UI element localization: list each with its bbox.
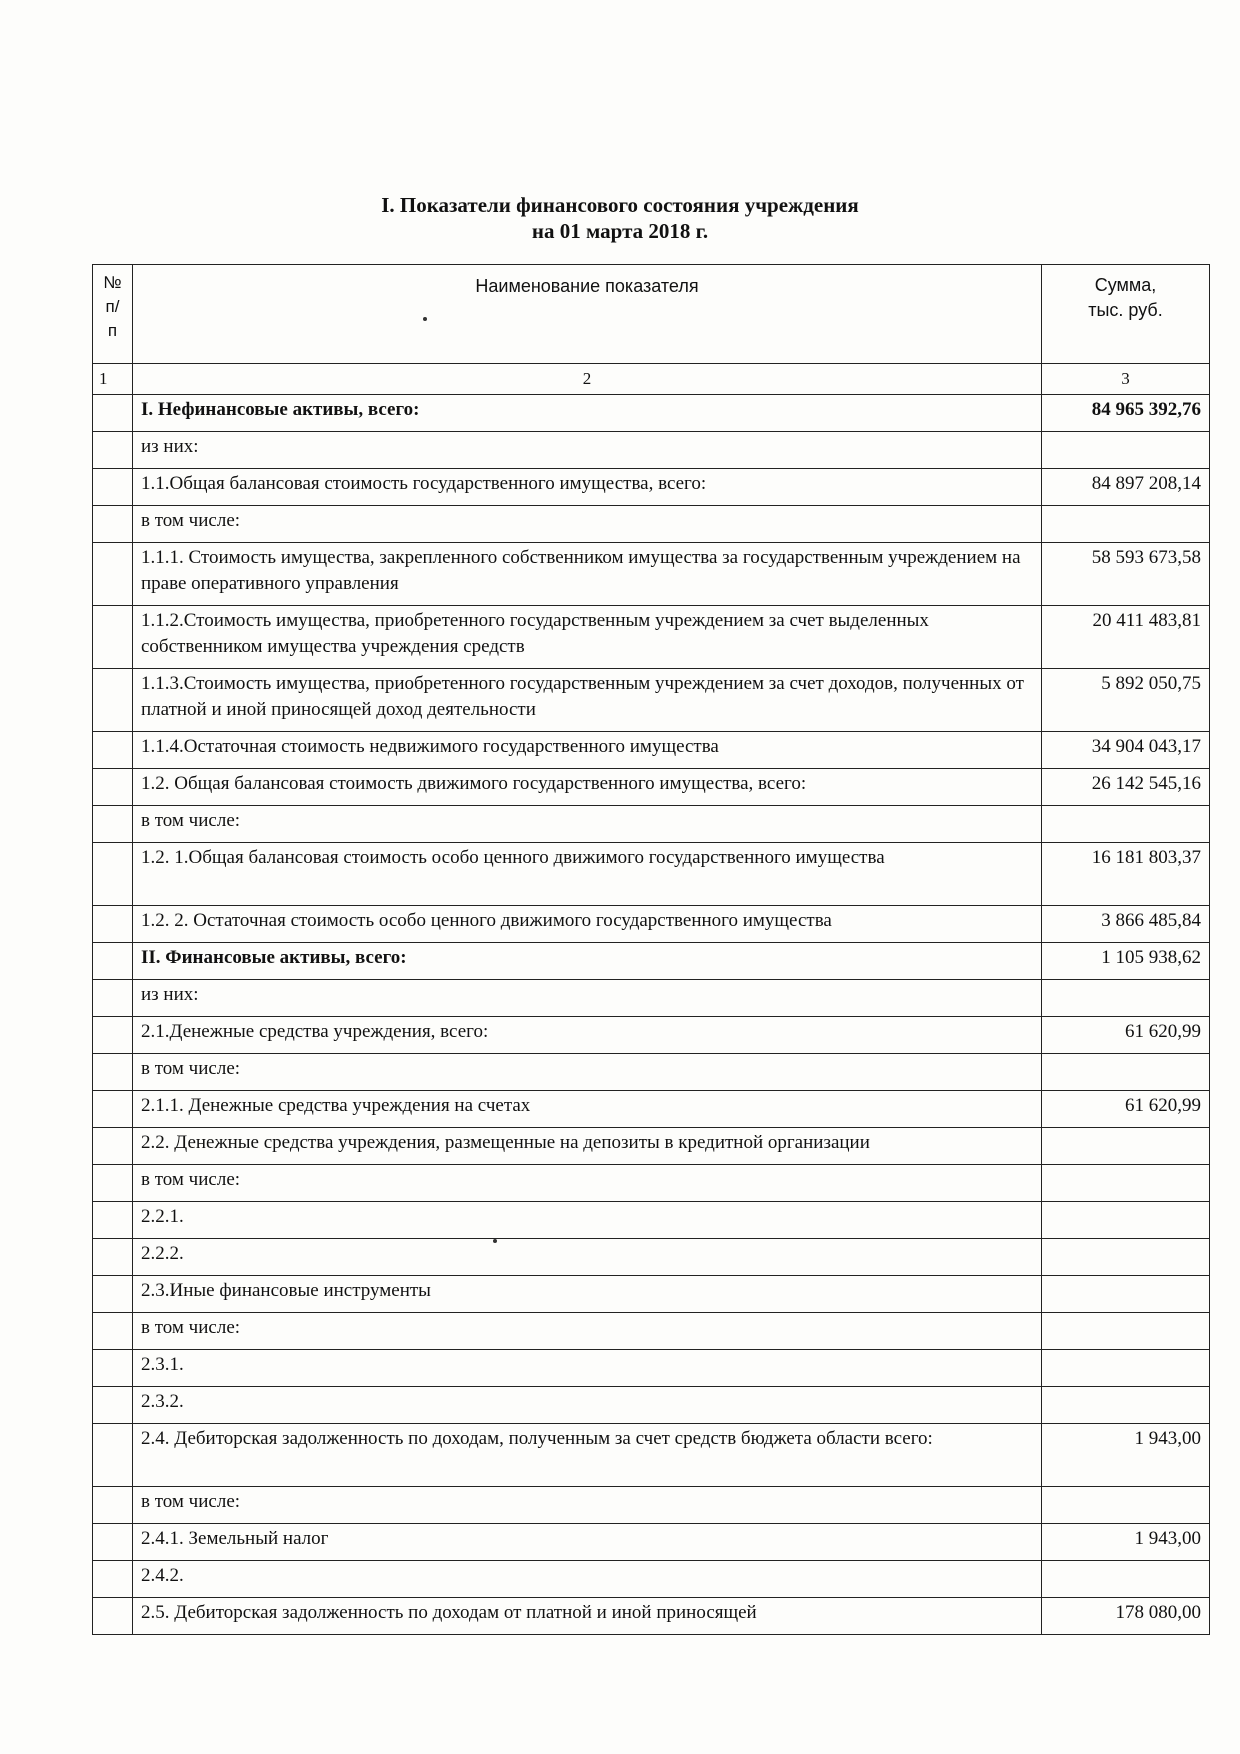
indicator-sum <box>1042 1387 1210 1424</box>
indicator-sum <box>1042 1054 1210 1091</box>
indicator-sum: 84 897 208,14 <box>1042 469 1210 506</box>
indicator-sum <box>1042 506 1210 543</box>
table-row <box>93 806 1210 843</box>
indicator-name: 2.4.1. Земельный налог <box>133 1524 1042 1561</box>
indicator-name: 2.4.2. <box>133 1561 1042 1598</box>
row-number-cell <box>93 1387 133 1424</box>
indicator-sum: 3 866 485,84 <box>1042 906 1210 943</box>
indicator-name: 2.3.2. <box>133 1387 1042 1424</box>
table-row <box>93 1017 1210 1054</box>
row-number-cell <box>93 1202 133 1239</box>
table-row <box>93 1487 1210 1524</box>
table-row <box>93 1091 1210 1128</box>
table-row <box>93 1054 1210 1091</box>
row-number-cell <box>93 1165 133 1202</box>
row-number-cell <box>93 1091 133 1128</box>
table-row <box>93 1350 1210 1387</box>
table-row <box>93 1387 1210 1424</box>
indicator-sum: 84 965 392,76 <box>1042 395 1210 432</box>
row-number-cell <box>93 606 133 669</box>
indicator-sum <box>1042 980 1210 1017</box>
indicator-sum: 34 904 043,17 <box>1042 732 1210 769</box>
indicator-name: из них: <box>133 432 1042 469</box>
indicator-name: 2.4. Дебиторская задолженность по доходам, полученным за счет средств бюджета области всего: <box>133 1424 1042 1487</box>
indicator-sum <box>1042 1487 1210 1524</box>
row-number-cell <box>93 1313 133 1350</box>
column-number: 2 <box>133 364 1042 395</box>
indicator-sum: 20 411 483,81 <box>1042 606 1210 669</box>
row-number-cell <box>93 1350 133 1387</box>
table-header-row <box>93 265 1210 364</box>
indicator-sum <box>1042 1561 1210 1598</box>
table-row <box>93 769 1210 806</box>
row-number-cell <box>93 980 133 1017</box>
indicator-name: в том числе: <box>133 1313 1042 1350</box>
indicator-name: 2.1.1. Денежные средства учреждения на счетах <box>133 1091 1042 1128</box>
indicator-sum: 26 142 545,16 <box>1042 769 1210 806</box>
table-row <box>93 1561 1210 1598</box>
table-row <box>93 506 1210 543</box>
indicator-name: 2.2.1. <box>133 1202 1042 1239</box>
indicator-sum: 61 620,99 <box>1042 1091 1210 1128</box>
table-row <box>93 980 1210 1017</box>
indicator-sum: 5 892 050,75 <box>1042 669 1210 732</box>
table-row <box>93 1424 1210 1487</box>
indicator-sum <box>1042 1128 1210 1165</box>
indicator-sum: 1 105 938,62 <box>1042 943 1210 980</box>
column-number: 3 <box>1042 364 1210 395</box>
title-line-2: на 01 марта 2018 г. <box>531 219 709 243</box>
indicator-sum <box>1042 1350 1210 1387</box>
indicator-sum <box>1042 1202 1210 1239</box>
indicator-sum <box>1042 806 1210 843</box>
indicator-sum <box>1042 1165 1210 1202</box>
table-row <box>93 943 1210 980</box>
indicator-name: 2.1.Денежные средства учреждения, всего: <box>133 1017 1042 1054</box>
row-number-cell <box>93 1524 133 1561</box>
row-number-cell <box>93 1128 133 1165</box>
row-number-cell <box>93 669 133 732</box>
table-row <box>93 906 1210 943</box>
indicator-sum <box>1042 1276 1210 1313</box>
indicator-name: 2.2.2. <box>133 1239 1042 1276</box>
indicator-sum <box>1042 432 1210 469</box>
indicator-sum: 61 620,99 <box>1042 1017 1210 1054</box>
table-row <box>93 1276 1210 1313</box>
indicator-name: II. Финансовые активы, всего: <box>133 943 1042 980</box>
indicator-name: 2.5. Дебиторская задолженность по доходам от платной и иной приносящей <box>133 1598 1042 1635</box>
table-row <box>93 1202 1210 1239</box>
table-row <box>93 1128 1210 1165</box>
row-number-cell <box>93 1598 133 1635</box>
table-row <box>93 1313 1210 1350</box>
indicator-name: в том числе: <box>133 506 1042 543</box>
indicator-name: из них: <box>133 980 1042 1017</box>
row-number-cell <box>93 1276 133 1313</box>
indicator-sum: 1 943,00 <box>1042 1424 1210 1487</box>
scan-speck <box>423 317 427 321</box>
indicator-sum <box>1042 1239 1210 1276</box>
table-row <box>93 469 1210 506</box>
indicator-name: в том числе: <box>133 1054 1042 1091</box>
row-number-cell <box>93 469 133 506</box>
row-number-cell <box>93 543 133 606</box>
indicator-name: в том числе: <box>133 1487 1042 1524</box>
scan-speck <box>493 1239 497 1243</box>
indicator-name: 1.2. Общая балансовая стоимость движимого государственного имущества, всего: <box>133 769 1042 806</box>
table-row <box>93 669 1210 732</box>
table-row <box>93 1165 1210 1202</box>
indicator-name: 1.1.Общая балансовая стоимость государственного имущества, всего: <box>133 469 1042 506</box>
document-title <box>0 192 1240 244</box>
indicator-sum: 58 593 673,58 <box>1042 543 1210 606</box>
row-number-cell <box>93 1487 133 1524</box>
indicator-name: 1.1.2.Стоимость имущества, приобретенного государственным учреждением за счет выделенных собственником имущества учреждения средств <box>133 606 1042 669</box>
table-row <box>93 606 1210 669</box>
title-line-1: I. Показатели финансового состояния учреждения <box>381 193 859 217</box>
table-row <box>93 1524 1210 1561</box>
indicator-name: 1.1.1. Стоимость имущества, закрепленного собственником имущества за государственным учреждением на праве оперативного управления <box>133 543 1042 606</box>
row-number-cell <box>93 769 133 806</box>
row-number-cell <box>93 843 133 906</box>
indicator-name: 2.3.1. <box>133 1350 1042 1387</box>
table-row <box>93 732 1210 769</box>
row-number-cell <box>93 506 133 543</box>
table-row <box>93 1598 1210 1635</box>
row-number-cell <box>93 1017 133 1054</box>
header-sum: Сумма, тыс. руб. <box>1042 265 1210 364</box>
row-number-cell <box>93 395 133 432</box>
indicator-sum: 1 943,00 <box>1042 1524 1210 1561</box>
indicator-name: в том числе: <box>133 1165 1042 1202</box>
indicator-name: 2.3.Иные финансовые инструменты <box>133 1276 1042 1313</box>
column-number: 1 <box>93 364 133 395</box>
indicator-name: 1.2. 1.Общая балансовая стоимость особо ценного движимого государственного имущества <box>133 843 1042 906</box>
row-number-cell <box>93 906 133 943</box>
header-number: № п/ п <box>93 265 133 364</box>
indicator-name: I. Нефинансовые активы, всего: <box>133 395 1042 432</box>
indicator-name: 1.1.4.Остаточная стоимость недвижимого государственного имущества <box>133 732 1042 769</box>
table-row <box>93 1239 1210 1276</box>
indicator-sum <box>1042 1313 1210 1350</box>
row-number-cell <box>93 432 133 469</box>
indicator-name: 2.2. Денежные средства учреждения, размещенные на депозиты в кредитной организации <box>133 1128 1042 1165</box>
row-number-cell <box>93 1054 133 1091</box>
indicator-name: 1.1.3.Стоимость имущества, приобретенного государственным учреждением за счет доходов, полученных от платной и иной приносящей доход деятельности <box>133 669 1042 732</box>
row-number-cell <box>93 1561 133 1598</box>
indicator-name: 1.2. 2. Остаточная стоимость особо ценного движимого государственного имущества <box>133 906 1042 943</box>
table-row <box>93 395 1210 432</box>
row-number-cell <box>93 943 133 980</box>
column-number-row <box>93 364 1210 395</box>
indicator-sum: 16 181 803,37 <box>1042 843 1210 906</box>
financial-indicators-table <box>92 264 1210 1635</box>
table-row <box>93 432 1210 469</box>
table-row <box>93 843 1210 906</box>
row-number-cell <box>93 732 133 769</box>
indicator-sum: 178 080,00 <box>1042 1598 1210 1635</box>
header-indicator-name: Наименование показателя <box>133 265 1042 364</box>
table-row <box>93 543 1210 606</box>
row-number-cell <box>93 1239 133 1276</box>
row-number-cell <box>93 1424 133 1487</box>
indicator-name: в том числе: <box>133 806 1042 843</box>
row-number-cell <box>93 806 133 843</box>
